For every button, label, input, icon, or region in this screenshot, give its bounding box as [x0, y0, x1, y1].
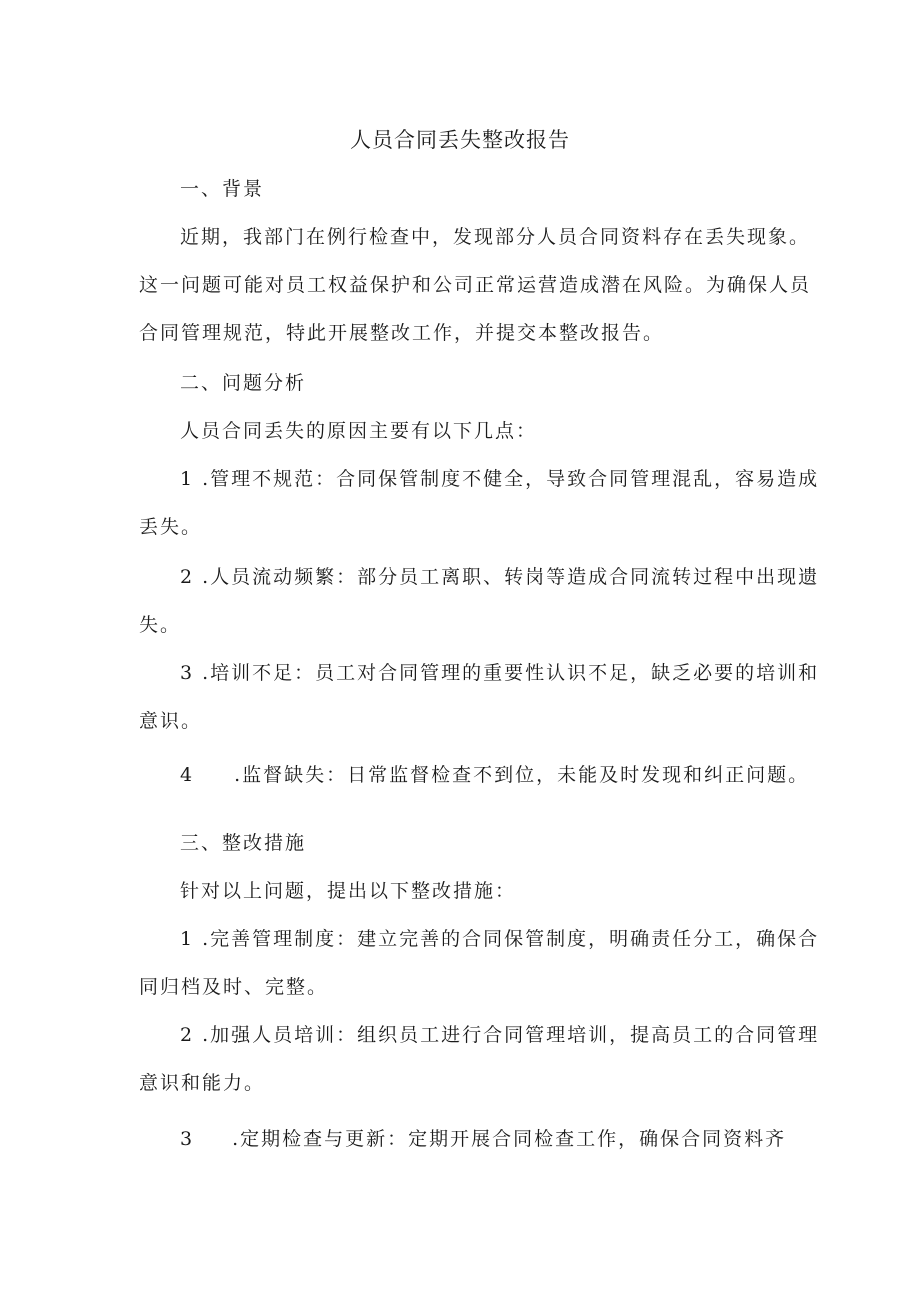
- list-item-line: 1 .管理不规范：合同保管制度不健全，导致合同管理混乱，容易造成: [180, 468, 820, 490]
- paragraph-line: 针对以上问题，提出以下整改措施：: [180, 880, 517, 902]
- paragraph-line: 人员合同丢失的原因主要有以下几点：: [180, 420, 538, 442]
- list-item-number: 3: [180, 1128, 195, 1150]
- list-item-line: 2 .人员流动频繁：部分员工离职、转岗等造成合同流转过程中出现遗: [180, 566, 820, 588]
- list-item-line: 3 .培训不足：员工对合同管理的重要性认识不足，缺乏必要的培训和: [180, 662, 820, 684]
- list-item-line: [180, 760, 809, 787]
- section-heading-background: 一、背景: [180, 178, 265, 200]
- paragraph-line: 这一问题可能对员工权益保护和公司正常运营造成潜在风险。为确保人员: [139, 274, 812, 296]
- section-heading-analysis: 二、问题分析: [180, 372, 307, 394]
- list-item-line: 意识。: [139, 710, 203, 732]
- list-item-line: 2 .加强人员培训：组织员工进行合同管理培训，提高员工的合同管理: [180, 1024, 820, 1046]
- list-item-line: 同归档及时、完整。: [139, 976, 329, 998]
- list-item-line: 意识和能力。: [139, 1072, 266, 1094]
- list-item-text: .监督缺失：日常监督检查不到位，未能及时发现和纠正问题。: [234, 764, 810, 786]
- list-item-line: 丢失。: [139, 516, 203, 538]
- document-title: 人员合同丢失整改报告: [350, 128, 570, 152]
- list-item-number: 4: [180, 764, 195, 786]
- list-item-line: 1 .完善管理制度：建立完善的合同保管制度，明确责任分工，确保合: [180, 928, 820, 950]
- list-item-text: .定期检查与更新：定期开展合同检查工作，确保合同资料齐: [232, 1128, 787, 1150]
- paragraph-line: 近期，我部门在例行检查中，发现部分人员合同资料存在丢失现象。: [180, 226, 811, 248]
- list-item-line: 失。: [139, 614, 182, 636]
- list-item-line: [180, 1124, 786, 1151]
- section-heading-measures: 三、整改措施: [180, 832, 307, 854]
- paragraph-line: 合同管理规范，特此开展整改工作，并提交本整改报告。: [139, 322, 665, 344]
